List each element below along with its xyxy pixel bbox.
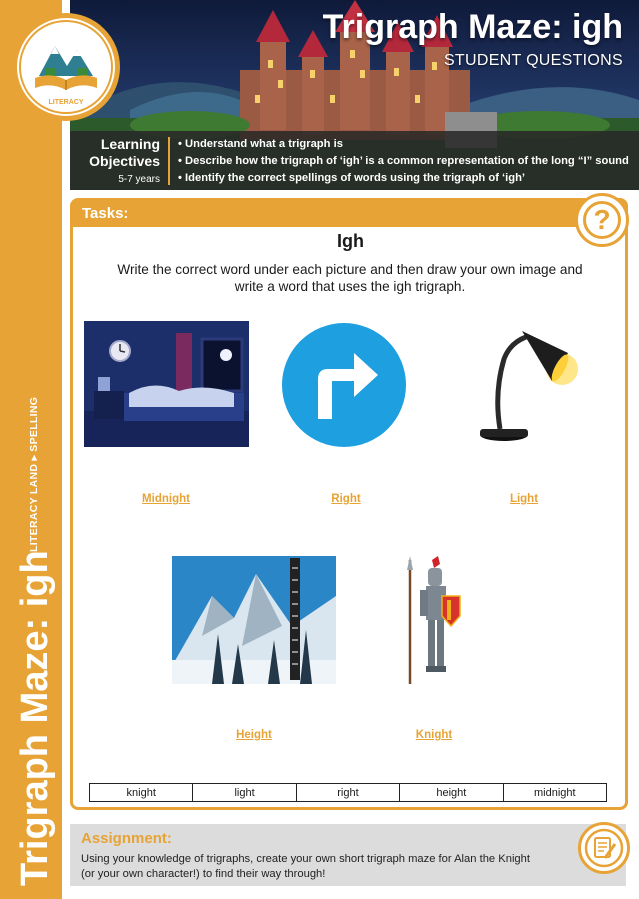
assignment-title: Assignment:: [81, 830, 172, 847]
page-subtitle: STUDENT QUESTIONS: [443, 52, 623, 69]
turn-right-sign-icon: [282, 323, 406, 447]
word-bank-cell: knight: [90, 784, 193, 802]
learning-objectives: [70, 131, 639, 190]
notepad-pencil-icon: [581, 825, 627, 871]
word-bank-cell: midnight: [503, 784, 606, 802]
word-bank-cell: light: [193, 784, 296, 802]
page-title: Trigraph Maze: igh: [322, 8, 623, 46]
objectives-heading: [74, 136, 160, 170]
picture-word-knight: Knight: [415, 729, 453, 741]
instruction-line1: Write the correct word under each picture and then draw your own image and: [117, 262, 583, 277]
task-instruction: [80, 261, 620, 295]
desk-lamp-icon: [470, 323, 580, 445]
mountain-height-icon: [172, 556, 336, 684]
instruction-line2: write a word that uses the igh trigraph.: [234, 279, 466, 294]
word-bank-cell: right: [296, 784, 399, 802]
bedroom-night-icon: [84, 321, 249, 447]
picture-word-light: Light: [509, 493, 539, 505]
picture-word-right: Right: [331, 493, 361, 505]
task-heading: Igh: [337, 231, 364, 251]
word-bank-table: [89, 783, 607, 802]
objectives-divider: [168, 137, 170, 185]
assignment-text-line1: Using your knowledge of trigraphs, create your own short trigraph maze for Alan the Knight: [81, 853, 530, 865]
book-mountain-icon: [17, 18, 115, 116]
assignment-text: [81, 852, 571, 882]
objective-item: • Identify the correct spellings of words using the trigraph of ‘igh’: [178, 172, 526, 184]
picture-word-midnight: Midnight: [142, 493, 190, 505]
objectives-heading-line2: Objectives: [89, 153, 160, 169]
picture-word-height: Height: [236, 729, 272, 741]
note-badge: [578, 822, 630, 874]
logo-text: LITERACY: [48, 99, 84, 106]
assignment-panel: [70, 824, 626, 886]
question-mark-icon: ?: [583, 201, 621, 239]
word-bank-cell: height: [400, 784, 503, 802]
word-bank-row: [90, 784, 607, 802]
knight-icon: [404, 556, 464, 684]
tasks-label: Tasks:: [82, 205, 129, 222]
side-title: Trigraph Maze: igh: [14, 550, 56, 886]
objectives-heading-line1: Learning: [100, 136, 160, 152]
age-range: 5-7 years: [118, 174, 160, 185]
objective-item: • Understand what a trigraph is: [178, 138, 343, 150]
tasks-header: [73, 201, 625, 227]
assignment-text-line2: (or your own character!) to find their way through!: [81, 868, 326, 880]
objective-item: • Describe how the trigraph of ‘igh’ is a common representation of the long “I” sound: [178, 155, 629, 167]
help-badge: [575, 193, 629, 247]
objectives-list: [178, 136, 629, 187]
side-subtitle: LITERACY LAND ▸ SPELLING: [28, 396, 40, 552]
literacy-logo: [12, 13, 120, 121]
